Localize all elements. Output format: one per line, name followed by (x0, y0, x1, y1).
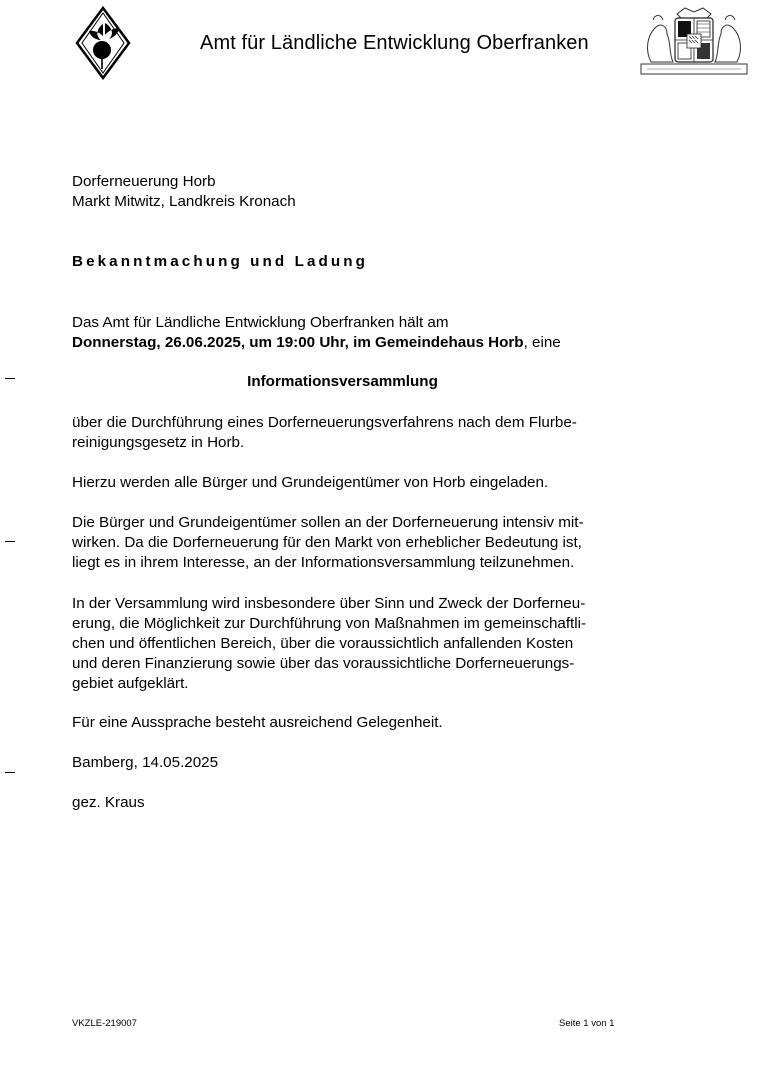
paragraph-3-line-3: liegt es in ihrem Interesse, an der Informationsversammlung teilzunehmen. (72, 554, 575, 571)
ale-diamond-logo-icon (75, 6, 131, 80)
fold-mark (5, 772, 15, 773)
signature: gez. Kraus (72, 794, 145, 811)
document-heading: Bekanntmachung und Ladung (72, 253, 369, 270)
address-line-1: Dorferneuerung Horb (72, 173, 216, 190)
fold-mark (5, 378, 15, 379)
event-title: Informationsversammlung (247, 373, 438, 390)
meeting-date-time-place: Donnerstag, 26.06.2025, um 19:00 Uhr, im Gemeindehaus Horb (72, 334, 524, 351)
intro-line-1: Das Amt für Ländliche Entwicklung Oberfranken hält am (72, 314, 449, 331)
paragraph-1-line-1: über die Durchführung eines Dorferneuerungsverfahrens nach dem Flurbe- (72, 414, 577, 431)
address-line-2: Markt Mitwitz, Landkreis Kronach (72, 193, 296, 210)
place-date: Bamberg, 14.05.2025 (72, 754, 219, 771)
paragraph-4-line-3: chen und öffentlichen Bereich, über die voraussichtlich anfallenden Kosten (72, 635, 574, 652)
paragraph-1-line-2: reinigungsgesetz in Horb. (72, 434, 245, 451)
paragraph-5-line-1: Für eine Aussprache besteht ausreichend Gelegenheit. (72, 714, 443, 731)
punch-mark (5, 541, 15, 542)
authority-name: Amt für Ländliche Entwicklung Oberfranken (200, 32, 589, 54)
paragraph-4-line-1: In der Versammlung wird insbesondere über Sinn und Zweck der Dorferneu- (72, 595, 586, 612)
document-code: VKZLE-219007 (72, 1018, 137, 1029)
intro-line-2 (72, 333, 561, 353)
paragraph-3-line-2: wirken. Da die Dorferneuerung für den Markt von erheblicher Bedeutung ist, (72, 534, 582, 551)
paragraph-4-line-4: und deren Finanzierung sowie über das voraussichtliche Dorferneuerungs- (72, 655, 575, 672)
paragraph-3-line-1: Die Bürger und Grundeigentümer sollen an der Dorferneuerung intensiv mit- (72, 514, 584, 531)
page-number: Seite 1 von 1 (559, 1018, 615, 1029)
paragraph-4-line-2: erung, die Möglichkeit zur Durchführung von Maßnahmen im gemeinschaftli- (72, 615, 587, 632)
paragraph-2-line-1: Hierzu werden alle Bürger und Grundeigentümer von Horb eingeladen. (72, 474, 549, 491)
intro-line-2-rest: , eine (523, 334, 561, 351)
bavarian-coat-of-arms-icon (637, 6, 751, 78)
paragraph-4-line-5: gebiet aufgeklärt. (72, 675, 189, 692)
